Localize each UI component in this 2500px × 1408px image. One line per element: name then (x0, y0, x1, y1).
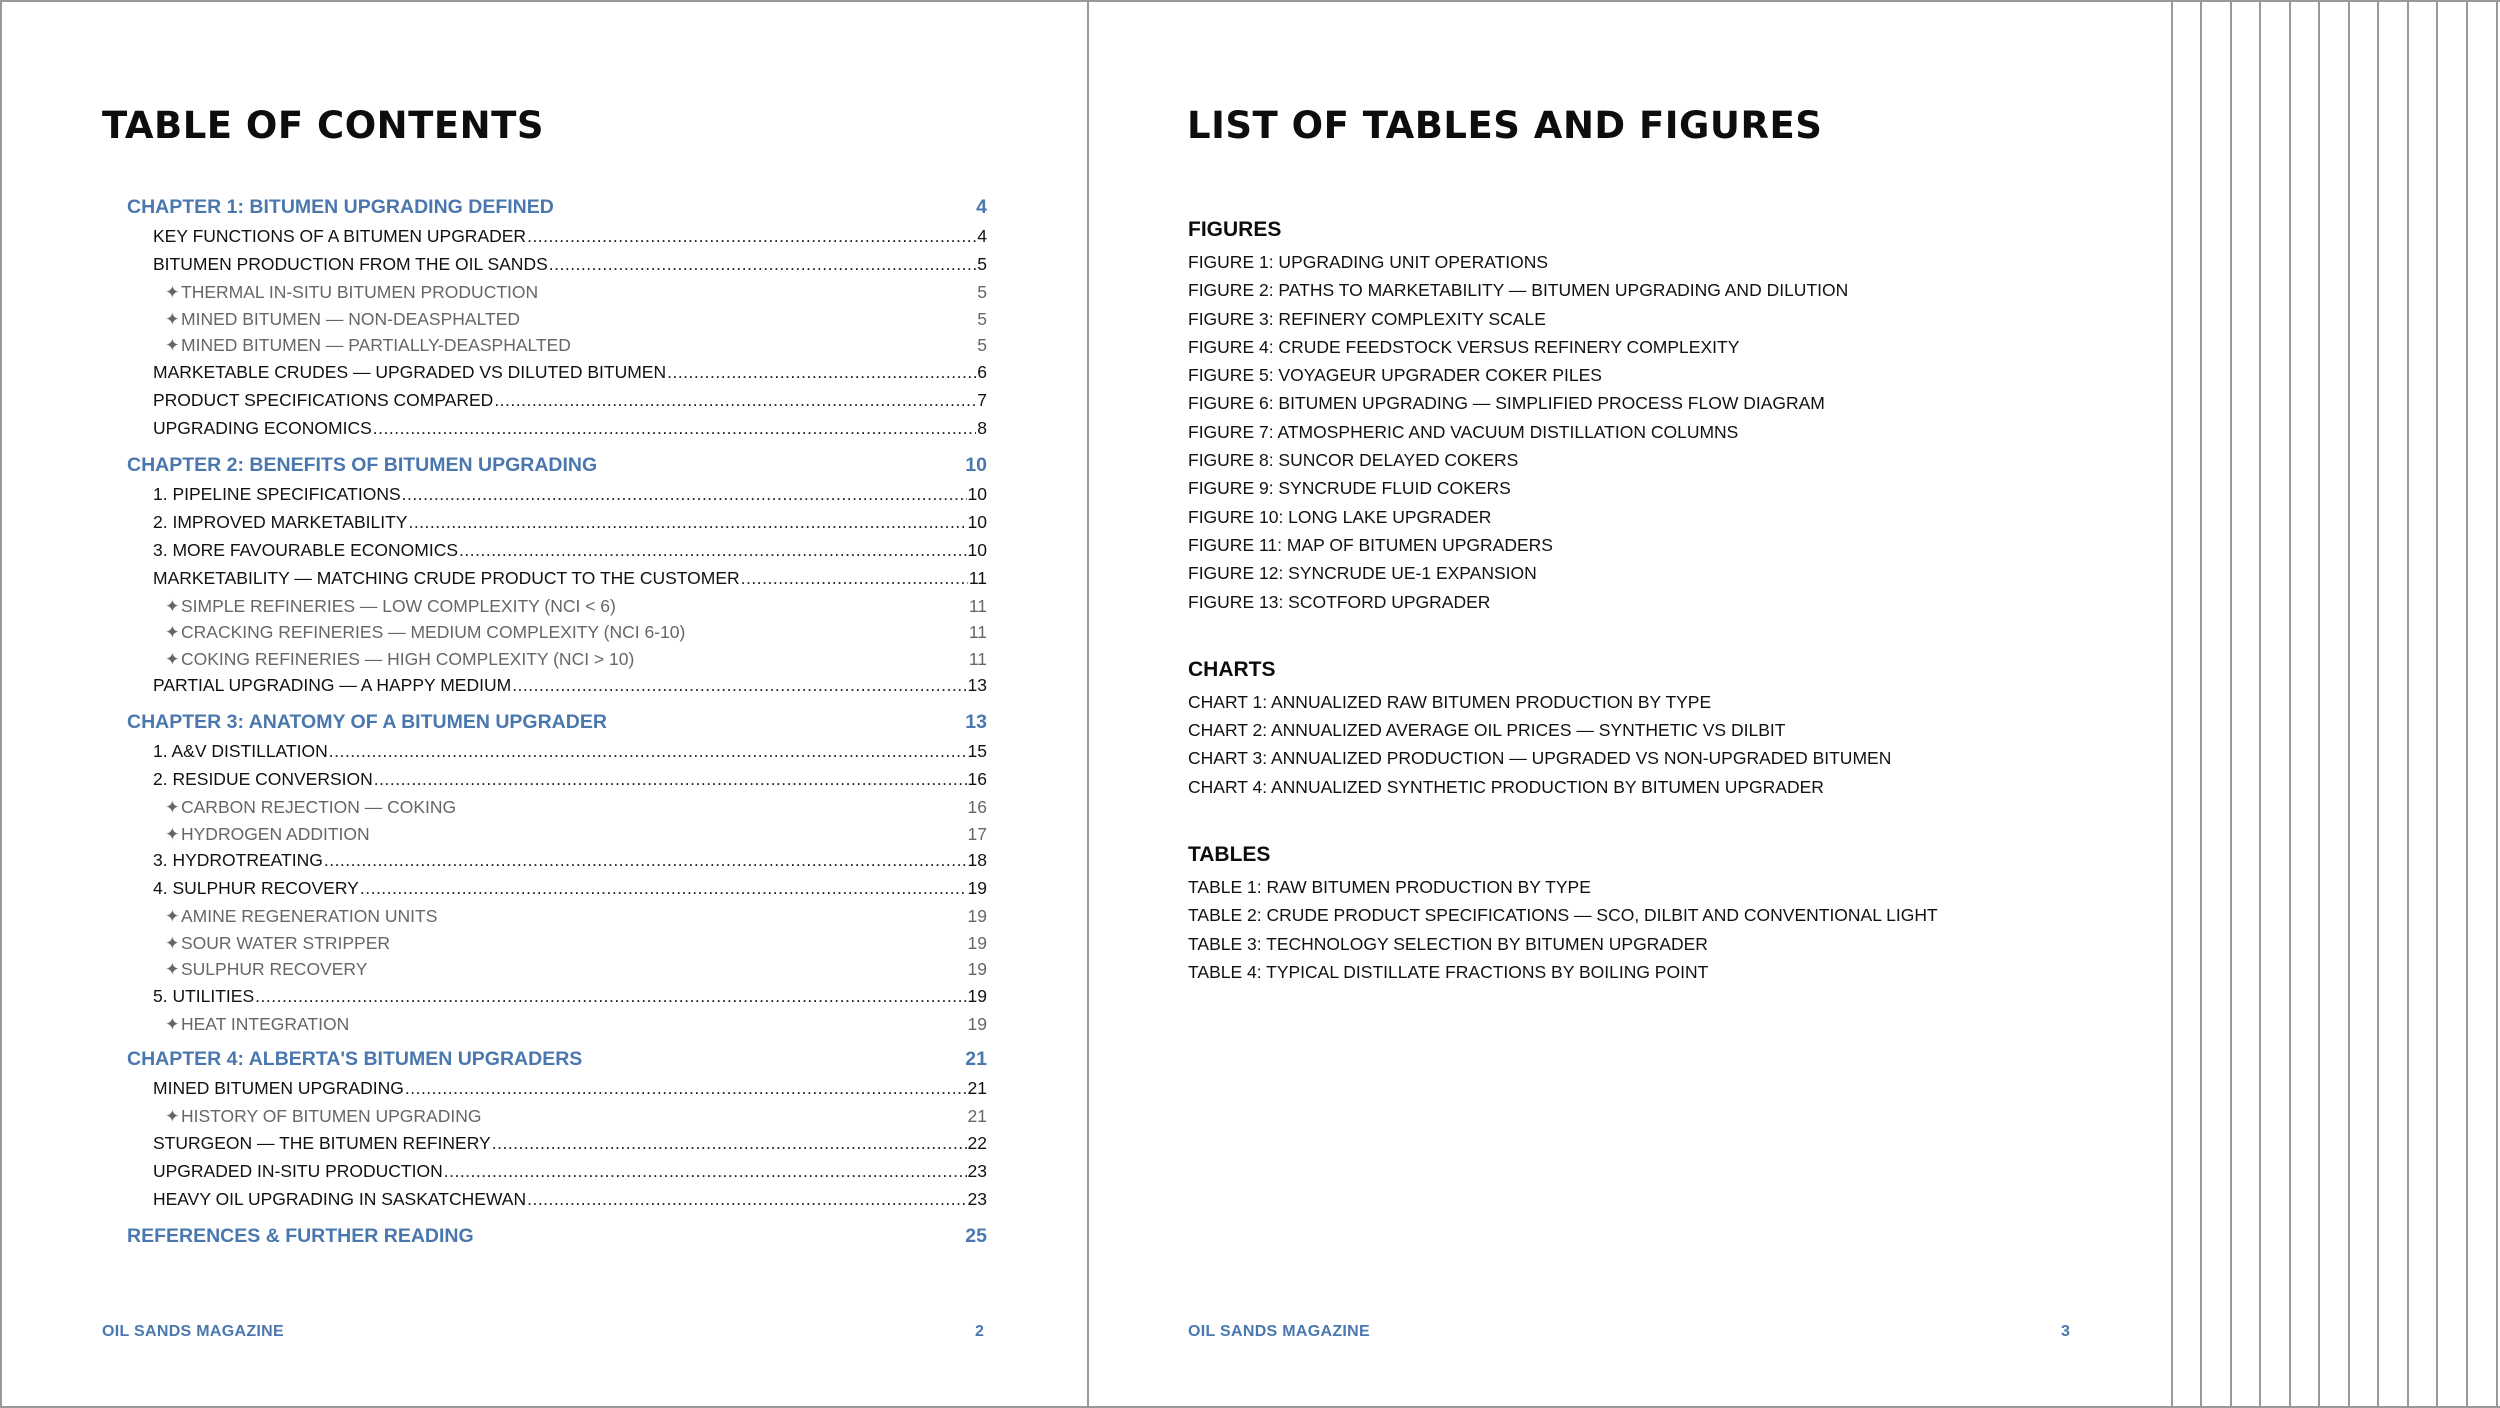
lof-item[interactable]: FIGURE 2: PATHS TO MARKETABILITY — BITUMEN UPGRADING AND DILUTION (1188, 280, 1849, 301)
sparkle-bullet-icon: ✦ (165, 622, 180, 642)
toc-page-number: 23 (967, 1160, 987, 1181)
toc-page-number: 10 (965, 453, 987, 476)
toc-page-number: 13 (967, 675, 987, 695)
lof-item[interactable]: FIGURE 12: SYNCRUDE UE-1 EXPANSION (1188, 563, 1537, 584)
dot-leader (741, 568, 968, 589)
lof-item[interactable]: FIGURE 10: LONG LAKE UPGRADER (1188, 506, 1492, 527)
lof-section (1188, 218, 2088, 620)
page-edge (2407, 0, 2409, 1408)
left-footer-brand: OIL SANDS MAGAZINE (102, 1323, 285, 1340)
sparkle-bullet-icon: ✦ (165, 308, 180, 329)
toc-page-number: 19 (967, 1013, 987, 1034)
toc-page-number: 8 (977, 417, 987, 438)
toc-title: UPGRADED IN-SITU PRODUCTION (153, 1160, 443, 1181)
toc-subentry[interactable] (127, 824, 987, 851)
toc-subentry[interactable] (127, 1106, 987, 1133)
page-gutter (1087, 0, 1089, 1408)
toc-page-number: 18 (967, 850, 987, 870)
toc-subentry[interactable] (127, 906, 987, 933)
sparkle-bullet-icon: ✦ (165, 823, 180, 844)
toc-page-number: 5 (977, 308, 987, 329)
toc-entry[interactable] (127, 1133, 987, 1161)
toc-page-number: 23 (967, 1188, 987, 1209)
lof-heading: LIST OF TABLES AND FIGURES (1187, 104, 1823, 147)
toc-title: MARKETABLE CRUDES — UPGRADED VS DILUTED BITUMEN (153, 361, 667, 382)
toc-page-number: 19 (967, 959, 987, 979)
toc-title: BITUMEN PRODUCTION FROM THE OIL SANDS (153, 254, 548, 274)
toc-title: PRODUCT SPECIFICATIONS COMPARED (153, 389, 494, 410)
toc-title: 1. PIPELINE SPECIFICATIONS (153, 483, 401, 504)
sparkle-bullet-icon: ✦ (165, 648, 180, 669)
toc-page-number: 5 (977, 335, 987, 355)
toc-page-number: 19 (967, 878, 987, 898)
lof-section-title: CHARTS (1188, 657, 1276, 681)
dot-leader (255, 986, 966, 1007)
toc-title: SOUR WATER STRIPPER (181, 932, 391, 953)
toc-title: KEY FUNCTIONS OF A BITUMEN UPGRADER (153, 226, 527, 246)
toc-entry[interactable] (127, 675, 987, 703)
page-edge (2230, 0, 2232, 1408)
toc-page-number: 4 (976, 196, 987, 218)
left-footer-page-number: 2 (975, 1323, 985, 1340)
page-edge (2171, 0, 2173, 1408)
sparkle-bullet-icon: ✦ (165, 595, 180, 616)
page-edge (2348, 0, 2350, 1408)
toc-page-number: 11 (968, 595, 987, 616)
toc-entry[interactable] (127, 1189, 987, 1217)
toc-page-number: 13 (965, 711, 987, 733)
lof-item[interactable]: CHART 4: ANNUALIZED SYNTHETIC PRODUCTION BY BITUMEN UPGRADER (1188, 776, 1824, 797)
toc-page-number: 6 (977, 361, 987, 382)
page-edge (2466, 0, 2468, 1408)
toc-entry[interactable] (127, 254, 987, 282)
dot-leader (324, 850, 967, 871)
toc-page-number: 4 (977, 226, 987, 246)
lof-item[interactable]: CHART 3: ANNUALIZED PRODUCTION — UPGRADED VS NON-UPGRADED BITUMEN (1188, 748, 1892, 769)
toc-entry[interactable] (127, 362, 987, 390)
dot-leader (459, 540, 967, 561)
sparkle-bullet-icon: ✦ (165, 282, 180, 302)
toc-title: CRACKING REFINERIES — MEDIUM COMPLEXITY (NCI 6-10) (181, 622, 686, 642)
toc-title: 5. UTILITIES (153, 985, 255, 1006)
page-edge (2496, 0, 2498, 1408)
toc-page-number: 22 (967, 1132, 987, 1153)
right-footer-page-number: 3 (2061, 1323, 2071, 1340)
toc-page-number: 15 (967, 741, 987, 761)
toc-title: THERMAL IN-SITU BITUMEN PRODUCTION (181, 282, 539, 302)
toc-title: UPGRADING ECONOMICS (153, 417, 372, 438)
toc-title: CHAPTER 4: ALBERTA'S BITUMEN UPGRADERS (127, 1048, 583, 1070)
lof-section (1188, 658, 2088, 805)
toc-subentry[interactable] (127, 335, 987, 362)
toc-page-number: 5 (977, 282, 987, 302)
toc-page-number: 19 (967, 932, 987, 953)
toc-title: REFERENCES & FURTHER READING (127, 1224, 474, 1247)
toc-subentry[interactable] (127, 622, 987, 649)
toc-page-number: 21 (967, 1078, 987, 1098)
toc-chapter[interactable] (127, 454, 987, 484)
toc-title: CHAPTER 2: BENEFITS OF BITUMEN UPGRADING (127, 453, 598, 476)
toc-title: MINED BITUMEN UPGRADING (153, 1078, 404, 1098)
toc-entry[interactable] (127, 390, 987, 418)
dot-leader (527, 226, 976, 247)
dot-leader (402, 484, 967, 505)
dot-leader (360, 878, 967, 899)
dot-leader (444, 1161, 967, 1182)
toc-title: HYDROGEN ADDITION (181, 823, 370, 844)
toc-page-number: 21 (965, 1048, 987, 1070)
lof-item[interactable]: FIGURE 6: BITUMEN UPGRADING — SIMPLIFIED PROCESS FLOW DIAGRAM (1188, 393, 1825, 414)
toc-page-number: 16 (967, 797, 987, 817)
page-edge (2318, 0, 2320, 1408)
toc-page-number: 5 (977, 254, 987, 274)
lof-item[interactable]: TABLE 1: RAW BITUMEN PRODUCTION BY TYPE (1188, 877, 1591, 898)
dot-leader (329, 741, 967, 762)
toc-title: MARKETABILITY — MATCHING CRUDE PRODUCT TO THE CUSTOMER (153, 567, 740, 588)
toc-title: HISTORY OF BITUMEN UPGRADING (181, 1106, 482, 1126)
toc-page-number: 10 (967, 539, 987, 560)
dot-leader (549, 254, 977, 275)
toc-title: MINED BITUMEN — NON-DEASPHALTED (181, 308, 521, 329)
lof-item[interactable]: TABLE 4: TYPICAL DISTILLATE FRACTIONS BY BOILING POINT (1188, 961, 1709, 982)
frame-top (0, 0, 2500, 2)
toc-title: SIMPLE REFINERIES — LOW COMPLEXITY (NCI < 6) (181, 595, 616, 616)
toc-page-number: 19 (967, 906, 987, 926)
lof-section-title: FIGURES (1188, 218, 1282, 241)
toc-subentry[interactable] (127, 596, 987, 623)
dot-leader (527, 1189, 966, 1210)
right-footer-brand: OIL SANDS MAGAZINE (1188, 1323, 1371, 1340)
toc-entry[interactable] (127, 741, 987, 769)
toc-title: CARBON REJECTION — COKING (181, 797, 457, 817)
toc-subentry[interactable] (127, 1014, 987, 1041)
lof-item[interactable]: FIGURE 4: CRUDE FEEDSTOCK VERSUS REFINERY COMPLEXITY (1188, 336, 1740, 357)
toc-entry[interactable] (127, 418, 987, 446)
toc-chapter[interactable] (127, 711, 987, 741)
toc-page-number: 7 (977, 389, 987, 410)
toc-subentry[interactable] (127, 282, 987, 309)
sparkle-bullet-icon: ✦ (165, 959, 180, 979)
lof-item[interactable]: TABLE 2: CRUDE PRODUCT SPECIFICATIONS — SCO, DILBIT AND CONVENTIONAL LIGHT (1188, 905, 1938, 926)
toc-entry[interactable] (127, 1078, 987, 1106)
sparkle-bullet-icon: ✦ (165, 335, 180, 355)
dot-leader (492, 1133, 967, 1154)
lof-item[interactable]: FIGURE 3: REFINERY COMPLEXITY SCALE (1188, 308, 1546, 329)
sparkle-bullet-icon: ✦ (165, 797, 180, 817)
toc-chapter[interactable] (127, 1225, 987, 1255)
dot-leader (667, 362, 976, 383)
dot-leader (494, 390, 976, 411)
toc-chapter[interactable] (127, 1048, 987, 1078)
toc-title: 4. SULPHUR RECOVERY (153, 878, 359, 898)
sparkle-bullet-icon: ✦ (165, 1106, 180, 1126)
toc-entry[interactable] (127, 986, 987, 1014)
lof-item[interactable]: FIGURE 13: SCOTFORD UPGRADER (1188, 591, 1491, 612)
dot-leader (408, 512, 966, 533)
toc-page-number: 11 (968, 622, 987, 642)
toc-title: STURGEON — THE BITUMEN REFINERY (153, 1132, 491, 1153)
sparkle-bullet-icon: ✦ (165, 906, 180, 926)
toc-entry[interactable] (127, 850, 987, 878)
page-edge (2200, 0, 2202, 1408)
sparkle-bullet-icon: ✦ (165, 932, 180, 953)
toc-entry[interactable] (127, 568, 987, 596)
toc-chapter[interactable] (127, 196, 987, 226)
toc-title: 3. MORE FAVOURABLE ECONOMICS (153, 539, 459, 560)
toc-subentry[interactable] (127, 797, 987, 824)
toc-title: CHAPTER 1: BITUMEN UPGRADING DEFINED (127, 196, 554, 218)
toc-title: 2. RESIDUE CONVERSION (153, 769, 373, 789)
toc-entry[interactable] (127, 878, 987, 906)
lof-item[interactable]: FIGURE 7: ATMOSPHERIC AND VACUUM DISTILLATION COLUMNS (1188, 421, 1739, 442)
lof-item[interactable]: FIGURE 11: MAP OF BITUMEN UPGRADERS (1188, 534, 1553, 555)
toc-entry[interactable] (127, 1161, 987, 1189)
toc-subentry[interactable] (127, 959, 987, 986)
toc-entry[interactable] (127, 540, 987, 568)
toc-subentry[interactable] (127, 649, 987, 676)
toc-page-number: 19 (967, 985, 987, 1006)
lof-section (1188, 843, 2088, 990)
toc-title: CHAPTER 3: ANATOMY OF A BITUMEN UPGRADER (127, 711, 607, 733)
dot-leader (374, 769, 967, 790)
toc-page-number: 17 (967, 823, 987, 844)
lof-item[interactable]: FIGURE 9: SYNCRUDE FLUID COKERS (1188, 478, 1511, 499)
toc-page-number: 10 (967, 511, 987, 532)
lof-item[interactable]: TABLE 3: TECHNOLOGY SELECTION BY BITUMEN UPGRADER (1188, 933, 1708, 954)
toc-title: 3. HYDROTREATING (153, 850, 323, 870)
toc-entry[interactable] (127, 226, 987, 254)
toc-subentry[interactable] (127, 309, 987, 336)
dot-leader (373, 418, 976, 439)
toc-title: HEAT INTEGRATION (181, 1013, 350, 1034)
lof-item[interactable]: FIGURE 1: UPGRADING UNIT OPERATIONS (1188, 252, 1549, 272)
toc-page-number: 16 (967, 769, 987, 789)
toc-title: MINED BITUMEN — PARTIALLY-DEASPHALTED (181, 335, 571, 355)
list-of-tables-and-figures (1188, 218, 2088, 1028)
lof-item[interactable]: FIGURE 5: VOYAGEUR UPGRADER COKER PILES (1188, 365, 1602, 386)
dot-leader (512, 675, 966, 696)
toc-entry[interactable] (127, 512, 987, 540)
toc-title: AMINE REGENERATION UNITS (181, 906, 438, 926)
toc-title: COKING REFINERIES — HIGH COMPLEXITY (NCI > 10) (181, 648, 635, 669)
lof-item[interactable]: CHART 1: ANNUALIZED RAW BITUMEN PRODUCTION BY TYPE (1188, 691, 1712, 712)
page-edge (2289, 0, 2291, 1408)
toc-entry[interactable] (127, 769, 987, 797)
toc-page-number: 21 (967, 1106, 987, 1126)
page-edge (2436, 0, 2438, 1408)
lof-item[interactable]: CHART 2: ANNUALIZED AVERAGE OIL PRICES — SYNTHETIC VS DILBIT (1188, 720, 1786, 741)
dot-leader (405, 1078, 967, 1099)
page-edge (2377, 0, 2379, 1408)
page-edge (2259, 0, 2261, 1408)
toc-page-number: 11 (968, 648, 987, 669)
lof-section-title: TABLES (1188, 843, 1271, 867)
toc-title: HEAVY OIL UPGRADING IN SASKATCHEWAN (153, 1188, 527, 1209)
toc-subentry[interactable] (127, 933, 987, 960)
toc-page-number: 10 (967, 483, 987, 504)
table-of-contents (127, 196, 987, 1255)
toc-title: PARTIAL UPGRADING — A HAPPY MEDIUM (153, 675, 512, 695)
toc-entry[interactable] (127, 484, 987, 512)
toc-heading: TABLE OF CONTENTS (102, 104, 544, 147)
sparkle-bullet-icon: ✦ (165, 1013, 180, 1034)
toc-title: SULPHUR RECOVERY (181, 959, 368, 979)
lof-item[interactable]: FIGURE 8: SUNCOR DELAYED COKERS (1188, 450, 1519, 471)
toc-title: 2. IMPROVED MARKETABILITY (153, 511, 408, 532)
toc-page-number: 25 (965, 1224, 987, 1247)
toc-title: 1. A&V DISTILLATION (153, 741, 328, 761)
toc-page-number: 11 (968, 567, 987, 588)
frame-left (0, 0, 2, 1408)
